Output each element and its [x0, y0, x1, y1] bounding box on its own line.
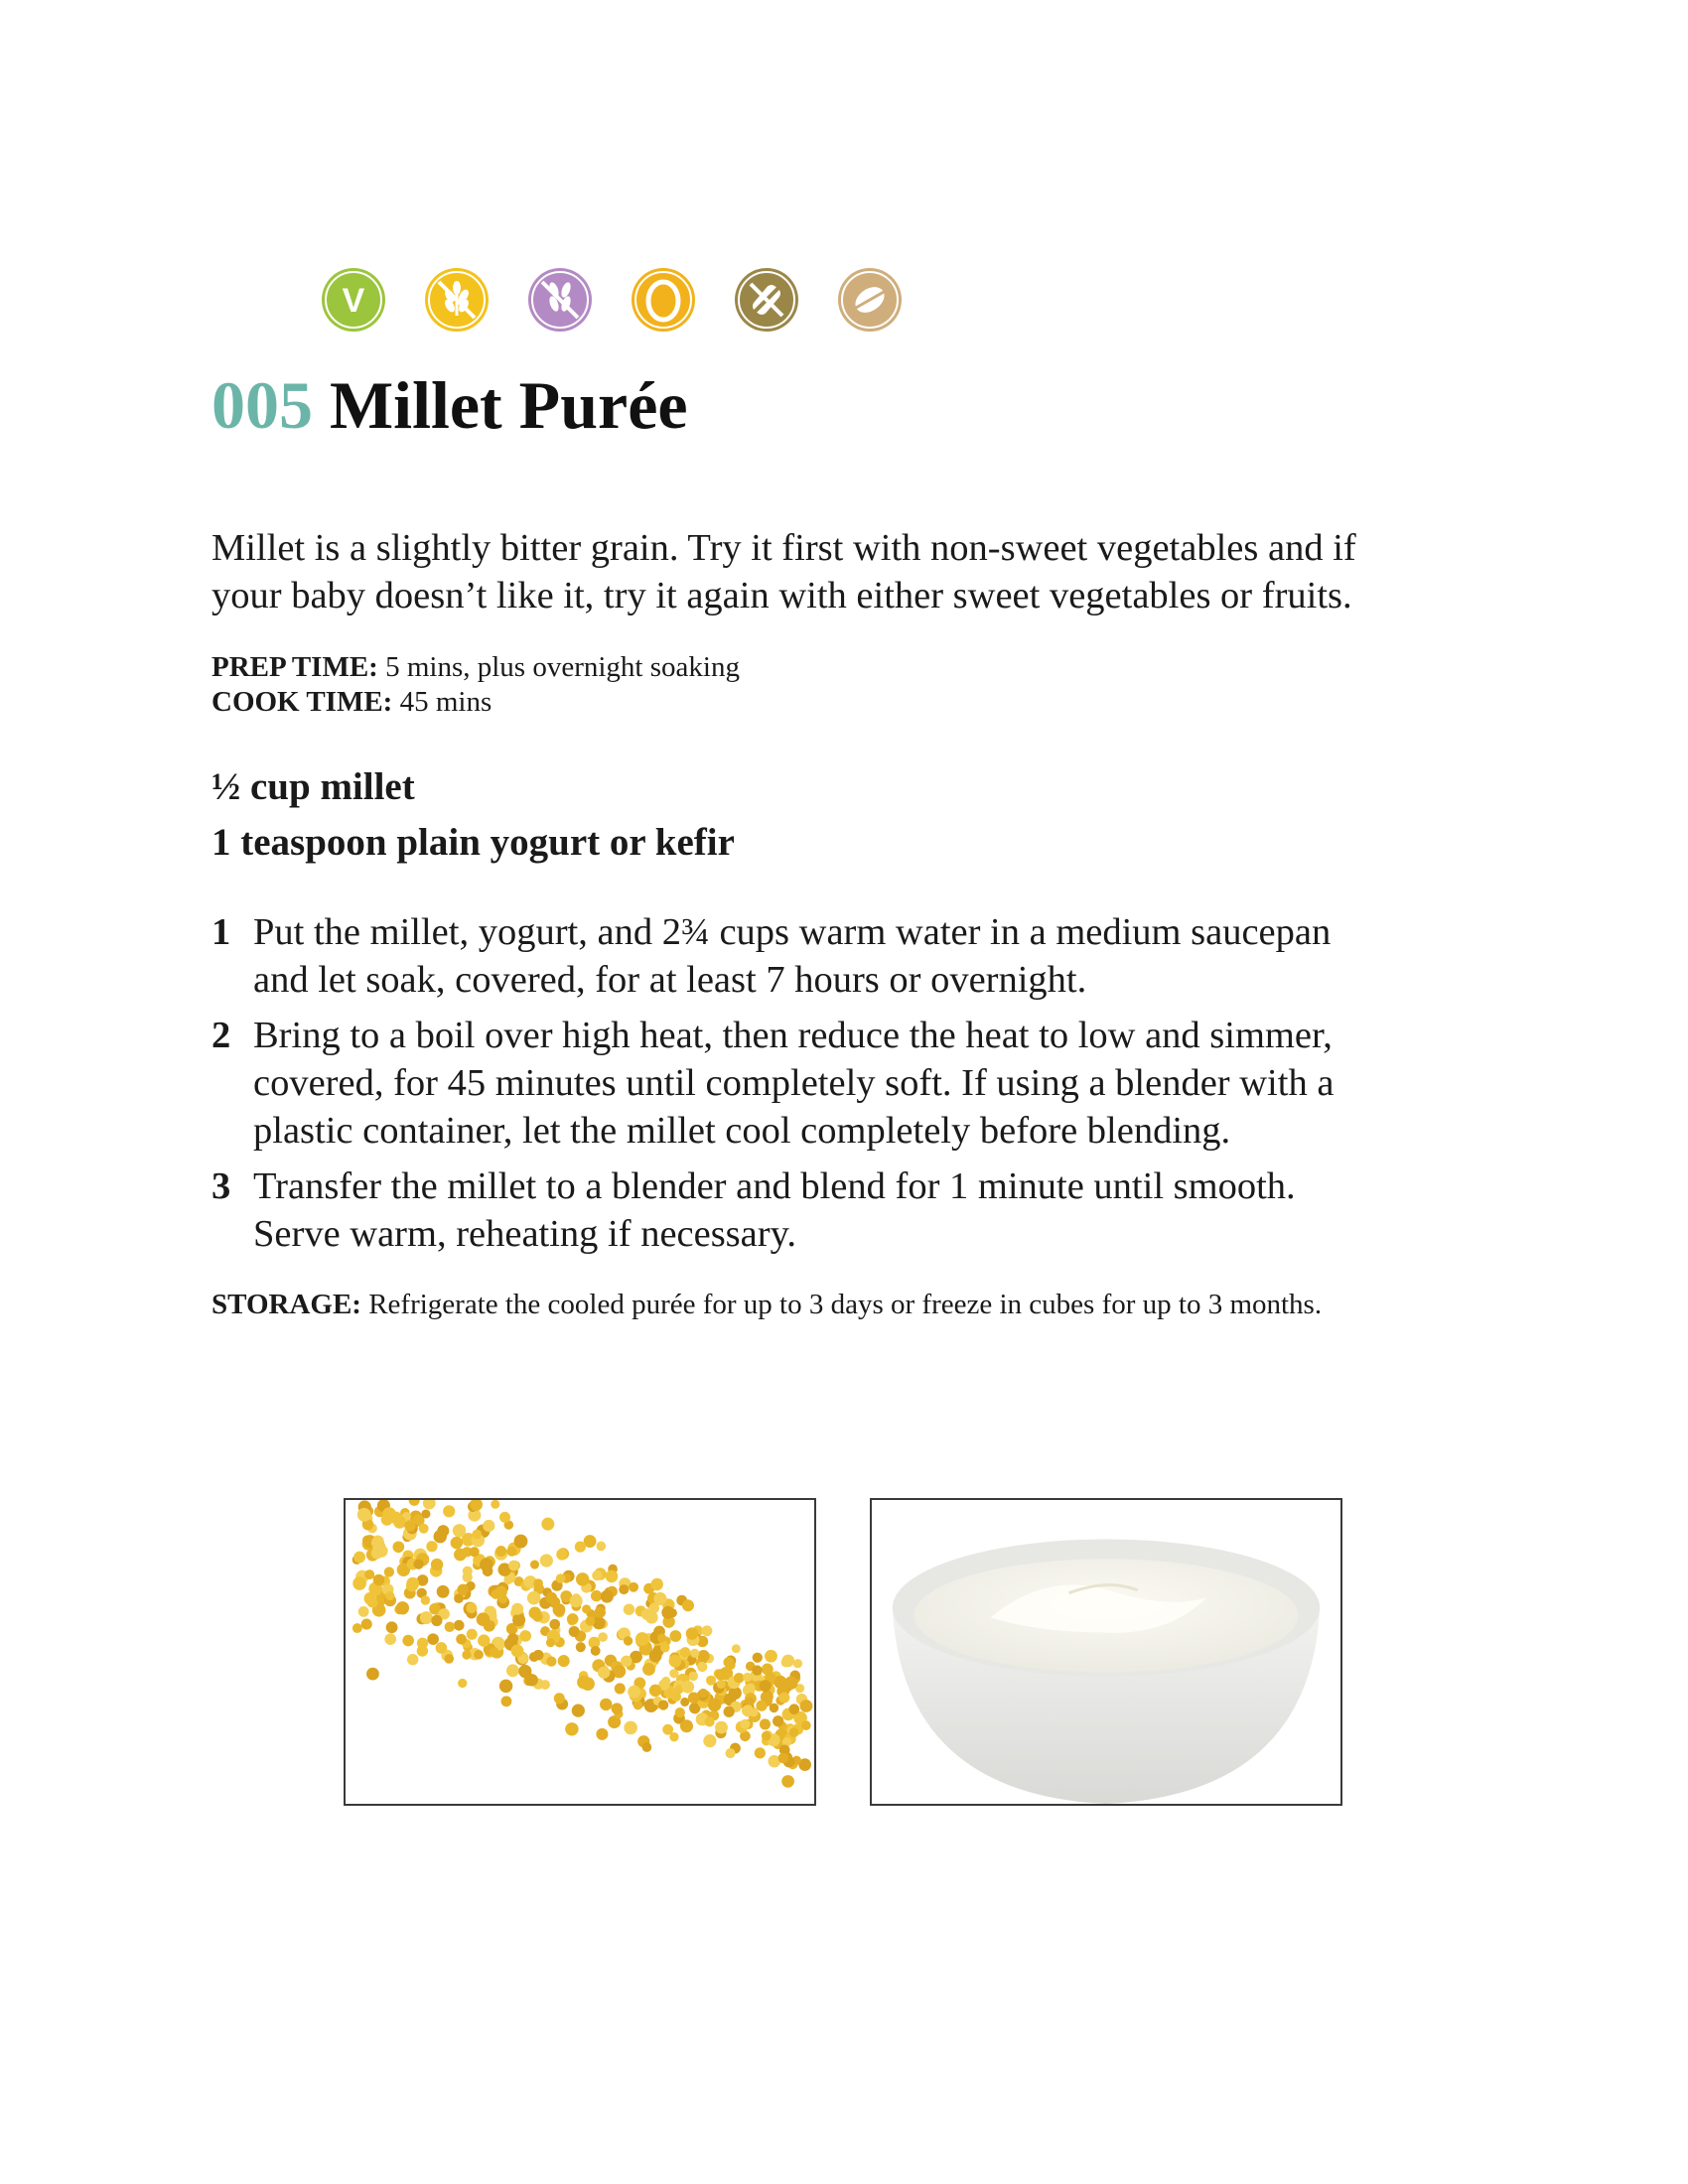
millet-grain — [724, 1657, 735, 1668]
millet-grain — [572, 1705, 585, 1717]
millet-grain — [443, 1505, 455, 1517]
step-2 — [211, 1012, 1502, 1155]
millet-grain — [444, 1654, 454, 1664]
millet-grain — [598, 1632, 608, 1642]
millet-grain — [512, 1613, 525, 1626]
millet-grain — [407, 1654, 418, 1665]
millet-grain — [541, 1518, 554, 1531]
millet-grain — [675, 1707, 685, 1717]
millet-grain — [499, 1680, 512, 1693]
millet-grain — [628, 1686, 640, 1699]
millet-grain — [508, 1561, 519, 1571]
millet-grain — [680, 1647, 691, 1658]
recipe-intro — [211, 524, 1502, 619]
millet-grain — [596, 1728, 608, 1740]
recipe-title — [211, 367, 688, 443]
millet-grain — [641, 1608, 653, 1620]
millet-grain — [615, 1683, 626, 1694]
millet-grain — [503, 1575, 512, 1584]
step-3 — [211, 1162, 1502, 1258]
step-text-line: Serve warm, reheating if necessary. — [253, 1213, 796, 1255]
millet-grain — [621, 1656, 632, 1667]
millet-grain — [715, 1669, 726, 1680]
millet-grain — [649, 1650, 662, 1663]
millet-grain — [669, 1630, 681, 1642]
millet-grain — [555, 1604, 564, 1613]
millet-grain — [619, 1584, 629, 1594]
millet-grain — [668, 1608, 677, 1617]
millet-grain — [352, 1623, 362, 1633]
recipe-times — [211, 650, 740, 720]
millet-grains-image — [346, 1500, 814, 1804]
millet-grain — [624, 1604, 634, 1615]
millet-grain — [596, 1542, 606, 1552]
millet-grain — [511, 1603, 523, 1615]
millet-grain — [404, 1520, 415, 1531]
millet-grain — [419, 1524, 429, 1534]
millet-grain — [463, 1572, 473, 1582]
millet-grain — [390, 1512, 403, 1525]
millet-grain — [406, 1578, 418, 1590]
storage-text: Refrigerate the cooled purée for up to 3 days or freeze in cubes for up to 3 months. — [360, 1289, 1323, 1320]
millet-grain — [686, 1627, 698, 1639]
vegetarian-icon — [322, 268, 385, 332]
millet-grain — [669, 1655, 682, 1668]
millet-grain — [781, 1658, 791, 1668]
millet-grain — [478, 1634, 490, 1646]
millet-grain — [436, 1642, 448, 1654]
millet-grain — [784, 1676, 797, 1689]
millet-grain — [506, 1547, 516, 1557]
ingredient-item: ½ cup millet — [211, 765, 415, 808]
millet-grain — [591, 1590, 602, 1601]
storage-note — [211, 1289, 1322, 1321]
millet-grain — [474, 1650, 484, 1660]
step-1 — [211, 908, 1502, 1004]
millet-grain — [755, 1747, 766, 1758]
millet-grain — [801, 1720, 811, 1730]
millet-grain — [800, 1700, 813, 1712]
millet-grain — [591, 1646, 601, 1656]
millet-grain — [454, 1620, 465, 1631]
millet-grain — [650, 1578, 662, 1590]
millet-grain — [658, 1700, 668, 1709]
millet-grain — [708, 1698, 722, 1711]
millet-grain — [431, 1559, 443, 1570]
millet-grain — [364, 1592, 377, 1605]
millet-grain — [495, 1546, 506, 1557]
millet-grain — [357, 1508, 371, 1522]
millet-grain — [690, 1649, 699, 1658]
yogurt-bowl-image — [872, 1500, 1340, 1804]
millet-grain — [689, 1672, 698, 1681]
millet-grain — [681, 1681, 694, 1694]
millet-grain — [373, 1574, 384, 1585]
millet-grain — [480, 1558, 493, 1571]
millet-grain — [527, 1591, 541, 1605]
millet-grain — [540, 1554, 553, 1567]
millet-grain — [703, 1734, 716, 1747]
millet-grain — [649, 1685, 661, 1697]
millet-grain — [734, 1673, 744, 1683]
millet-grain — [717, 1680, 726, 1689]
prep-time-label: PREP TIME: — [211, 651, 378, 683]
millet-grain — [495, 1585, 507, 1597]
step-text-line: Put the millet, yogurt, and 2¾ cups warm water in a medium saucepan — [253, 911, 1332, 953]
millet-grain — [402, 1635, 414, 1647]
millet-grain — [642, 1742, 652, 1752]
millet-grain — [600, 1699, 612, 1710]
millet-grain — [453, 1524, 466, 1537]
millet-grain — [540, 1680, 550, 1690]
millet-grain — [426, 1541, 437, 1552]
millet-grain — [458, 1584, 469, 1595]
millet-grain — [567, 1613, 579, 1625]
recipe-number: 005 — [211, 367, 313, 443]
millet-grain — [558, 1655, 570, 1667]
millet-grain — [698, 1689, 707, 1698]
millet-grain — [437, 1585, 450, 1598]
millet-grain — [732, 1644, 741, 1653]
millet-grain — [762, 1731, 772, 1741]
vegetarian-icon-glyph: V — [342, 282, 365, 320]
millet-grain — [556, 1573, 566, 1583]
millet-grain — [682, 1599, 694, 1611]
egg-free-icon — [632, 268, 695, 332]
millet-grain — [353, 1552, 365, 1564]
prep-time-value: 5 mins, plus overnight soaking — [377, 651, 740, 683]
millet-grain — [384, 1633, 396, 1645]
millet-grain — [569, 1626, 580, 1637]
storage-label: STORAGE: — [211, 1289, 361, 1320]
millet-grain — [472, 1530, 482, 1540]
millet-grain — [635, 1632, 649, 1646]
millet-grain — [420, 1611, 433, 1624]
millet-grain — [361, 1619, 372, 1630]
step-text-line: Bring to a boil over high heat, then reduce the heat to low and simmer, — [253, 1015, 1333, 1056]
millet-grain — [576, 1642, 586, 1652]
step-number: 1 — [211, 911, 231, 953]
millet-grain — [633, 1701, 642, 1709]
millet-grain — [752, 1665, 762, 1675]
millet-grain — [366, 1668, 379, 1681]
gluten-free-icon — [425, 268, 489, 332]
millet-grain — [456, 1634, 467, 1645]
millet-grain — [697, 1650, 709, 1662]
millet-grain — [778, 1753, 788, 1763]
millet-grain — [778, 1693, 789, 1704]
millet-grain — [606, 1570, 619, 1583]
millet-grain — [680, 1698, 689, 1706]
millet-grain — [528, 1606, 541, 1619]
millet-grain — [642, 1663, 655, 1676]
millet-grain — [519, 1630, 531, 1642]
millet-grain — [546, 1657, 556, 1667]
millet-grain — [499, 1512, 510, 1523]
millet-grain — [697, 1662, 707, 1672]
millet-grain — [576, 1572, 589, 1585]
millet-grain — [352, 1576, 366, 1590]
nut-free-icon — [838, 268, 902, 332]
wheat-free-icon — [528, 268, 592, 332]
millet-grain — [396, 1601, 409, 1614]
millet-grain — [788, 1704, 799, 1714]
millet-grain — [570, 1594, 583, 1607]
millet-grain — [701, 1625, 712, 1636]
millet-grain — [490, 1647, 499, 1657]
millet-grain — [742, 1705, 754, 1716]
millet-grain — [501, 1696, 512, 1706]
millet-grain — [753, 1653, 763, 1663]
millet-grain — [506, 1664, 519, 1677]
millet-grain — [514, 1535, 528, 1549]
step-text-line: plastic container, let the millet cool completely before blending. — [253, 1110, 1231, 1152]
millet-grain — [740, 1719, 750, 1729]
millet-grain — [705, 1716, 715, 1726]
millet-grain — [364, 1570, 374, 1579]
millet-grain — [688, 1692, 700, 1704]
millet-grain — [601, 1590, 614, 1603]
millet-grain — [765, 1650, 777, 1663]
millet-grain — [612, 1703, 623, 1713]
millet-grain — [575, 1541, 586, 1552]
millet-grain — [624, 1636, 633, 1645]
millet-grain — [491, 1500, 499, 1509]
millet-grain — [533, 1650, 544, 1661]
millet-grain — [680, 1719, 693, 1732]
millet-grain — [624, 1721, 637, 1735]
millet-grain — [358, 1606, 369, 1617]
millet-grain — [466, 1602, 477, 1613]
millet-grain — [773, 1715, 783, 1726]
cook-time-value: 45 mins — [392, 686, 492, 718]
millet-grain — [760, 1718, 771, 1729]
millet-grain — [445, 1622, 455, 1632]
millet-grain — [477, 1612, 491, 1626]
millet-grain — [421, 1595, 430, 1604]
millet-grain — [582, 1604, 591, 1613]
millet-grain — [577, 1676, 591, 1690]
millet-grain — [556, 1549, 567, 1560]
millet-grain — [586, 1616, 596, 1626]
millet-grain — [518, 1665, 531, 1678]
millet-grain — [724, 1706, 735, 1717]
millet-grain — [743, 1673, 752, 1682]
millet-grain — [760, 1680, 772, 1692]
millet-grain — [549, 1619, 560, 1630]
millet-grain — [386, 1621, 398, 1633]
step-number: 2 — [211, 1015, 231, 1056]
millet-grain — [417, 1638, 428, 1649]
ingredient-item: 1 teaspoon plain yogurt or kefir — [211, 821, 735, 864]
millet-grain — [565, 1722, 578, 1735]
millet-grain — [470, 1547, 480, 1557]
millet-grain — [392, 1541, 404, 1553]
millet-grain — [483, 1520, 494, 1532]
millet-grain — [413, 1560, 423, 1570]
millet-grain — [533, 1578, 543, 1588]
millet-grain — [781, 1775, 794, 1788]
millet-grain — [467, 1629, 478, 1640]
millet-grain — [793, 1659, 802, 1668]
millet-grain — [462, 1650, 471, 1659]
millet-grain — [598, 1666, 610, 1678]
millet-photo — [344, 1498, 816, 1806]
ingredient-list — [211, 764, 735, 876]
yogurt-photo — [870, 1498, 1342, 1806]
millet-grain — [789, 1727, 799, 1737]
millet-grain — [715, 1721, 728, 1734]
millet-grain — [530, 1561, 539, 1570]
cook-time — [211, 685, 740, 720]
millet-grain — [657, 1633, 666, 1642]
millet-grain — [427, 1633, 439, 1645]
step-number: 3 — [211, 1165, 231, 1207]
intro-line: your baby doesn’t like it, try it again with either sweet vegetables or fruits. — [211, 575, 1352, 616]
cook-time-label: COOK TIME: — [211, 686, 393, 718]
millet-grain — [384, 1567, 394, 1576]
millet-grain — [421, 1509, 430, 1518]
millet-grain — [595, 1606, 606, 1617]
millet-grain — [546, 1638, 555, 1647]
method-steps — [211, 908, 1502, 1266]
millet-grain — [451, 1537, 463, 1549]
dairy-free-icon — [735, 268, 798, 332]
millet-grain — [629, 1582, 638, 1592]
millet-grain — [385, 1591, 394, 1600]
step-text-line: and let soak, covered, for at least 7 hours or overnight. — [253, 959, 1087, 1001]
millet-grain — [546, 1592, 558, 1604]
recipe-name: Millet Purée — [330, 367, 688, 443]
millet-grain — [660, 1643, 669, 1652]
millet-grain — [437, 1525, 449, 1537]
intro-line: Millet is a slightly bitter grain. Try it first with non-sweet vegetables and if — [211, 527, 1356, 569]
millet-grain — [756, 1701, 767, 1711]
millet-grain — [511, 1644, 524, 1657]
prep-time — [211, 650, 740, 685]
millet-grain — [371, 1548, 383, 1560]
millet-grain — [554, 1693, 565, 1704]
millet-grain — [431, 1615, 442, 1626]
millet-grain — [458, 1679, 467, 1688]
millet-grain — [725, 1748, 735, 1758]
millet-grain — [507, 1633, 518, 1644]
millet-grain — [592, 1570, 602, 1580]
millet-grain — [669, 1732, 678, 1741]
step-text-line: Transfer the millet to a blender and blend for 1 minute until smooth. — [253, 1165, 1296, 1207]
step-text-line: covered, for 45 minutes until completely soft. If using a blender with a — [253, 1062, 1335, 1104]
